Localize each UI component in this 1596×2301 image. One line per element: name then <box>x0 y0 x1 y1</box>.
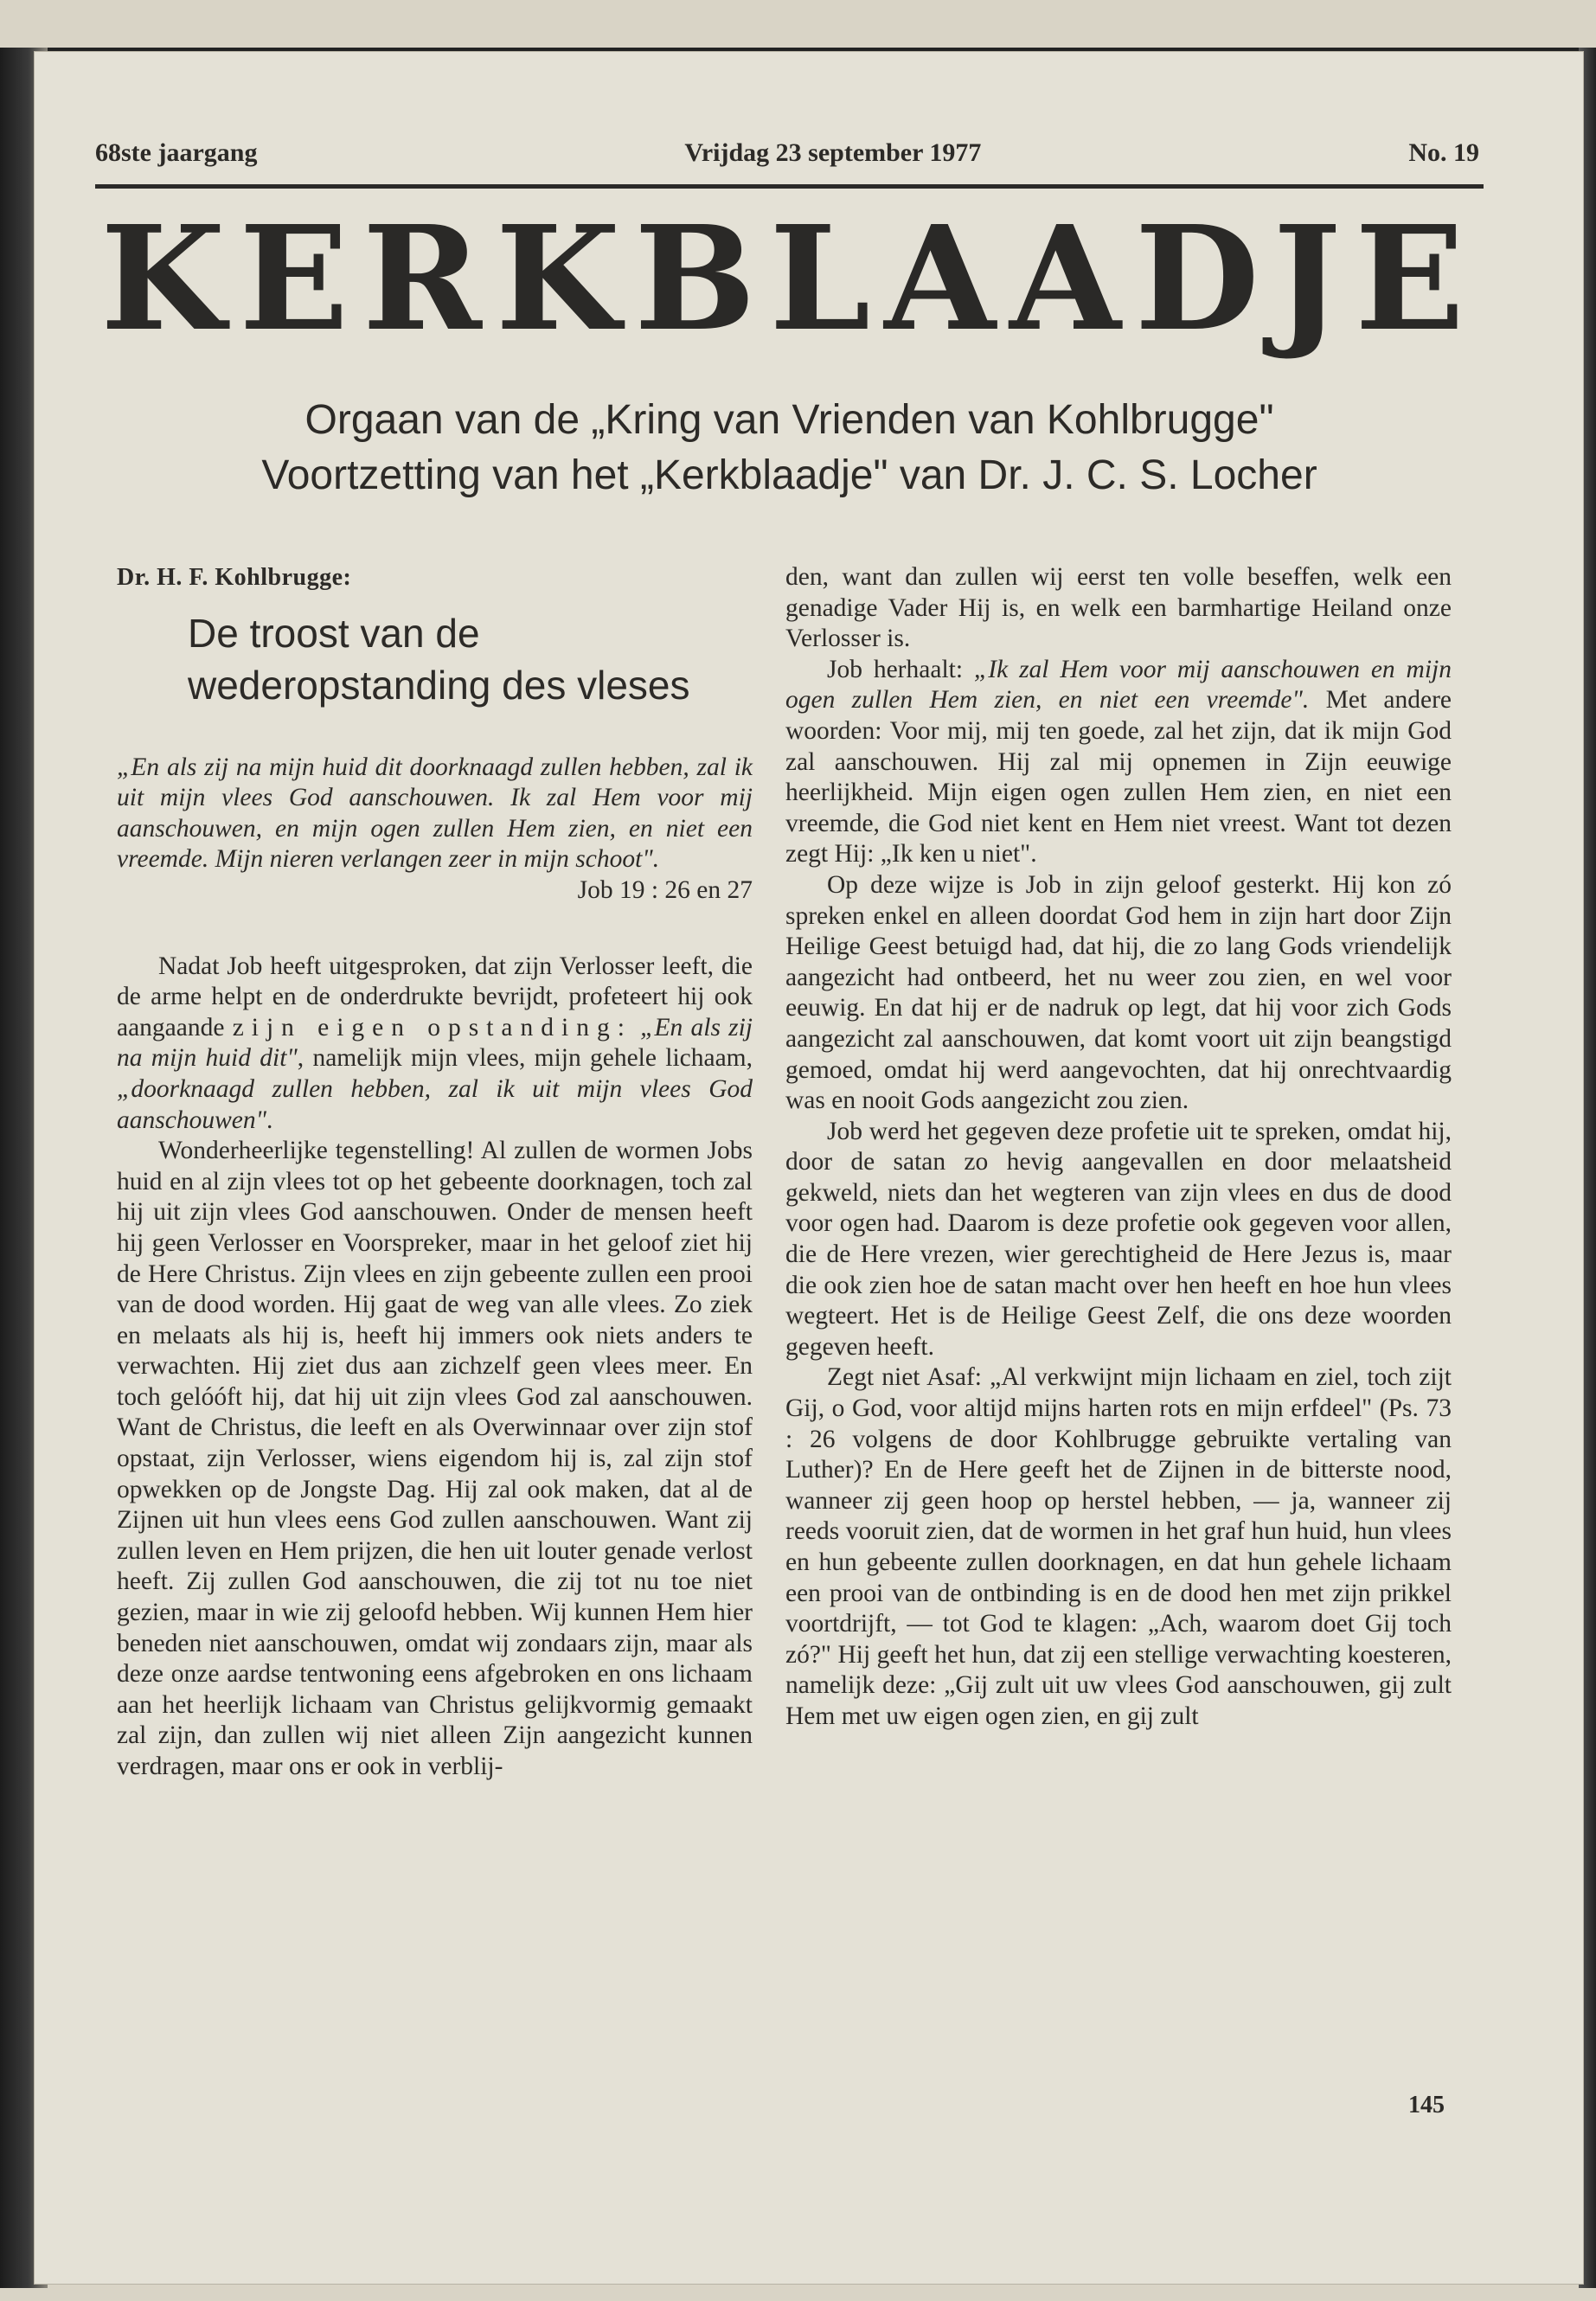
masthead-subtitle-organ: Orgaan van de „Kring van Vrienden van Kohlbrugge" <box>304 397 1274 443</box>
paragraph-4-quote: „Ik zal Hem voor mij aanschouwen en mijn ogen zullen Hem zien, en niet een vreemde". <box>785 655 1452 715</box>
issue-header <box>95 138 1479 168</box>
volume-label: 68ste jaargang <box>95 138 258 167</box>
issue-date: Vrijdag 23 september 1977 <box>684 138 982 167</box>
paragraph-2: Wonderheerlijke tegenstelling! Al zullen de wormen Jobs huid en al zijn vlees tot op het gebeente doorknagen, toch zal hij uit zijn vlees God aanschouwen. Onder de mensen heeft hij geen Verlosser en Voorspreker, maar in het geloof ziet hij de Here Christus. Zijn vlees en zijn gebeente zullen een prooi van de dood worden. Hij gaat de weg van alle vlees. Zo ziek en melaats als hij is, heeft hij immers ook niets anders te verwachten. Hij ziet dus aan zichzelf geen vlees meer. En toch gelóóft hij, dat hij uit zijn vlees God zal aanschouwen. Want de Christus, die leeft en als Overwinnaar over zijn stof opstaat, zijn Verlosser, wiens eigendom hij is, zal zijn stof opwekken op de Jongste Dag. Hij zal ook maken, dat al de Zijnen uit hun vlees eens God zullen aanschouwen. Want zij zullen leven en Hem prijzen, die hen uit louter genade verlost heeft. Zij zullen God aanschouwen, die zij tot nu toe niet gezien, maar in wie zij geloofd hebben. Wij kunnen Hem hier beneden niet aanschouwen, omdat wij zondaars zijn, maar als deze onze aardse tentwoning eens afgebroken en ons lichaam aan het heerlijk lichaam van Christus gelijkvormig gemaakt zal zijn, dan zullen wij niet alleen Zijn aangezicht kunnen verdragen, maar ons er ook in verblij- <box>117 1137 753 1780</box>
issue-number: No. 19 <box>1408 138 1479 167</box>
paragraph-4 <box>785 655 1452 870</box>
paragraph-5: Op deze wijze is Job in zijn geloof gesterkt. Hij kon zó spreken enkel en alleen doordat God hem in zijn hart door Zijn Heilige Geest betuigd had, dat hij, die zo lang Gods vriendelijk aangezicht had ontbeerd, het nu weer zou zien, en wel voor eeuwig. En dat hij er de nadruk op legt, dat hij voor zich Gods aangezicht zal aanschouwen, dat komt voort uit zijn beangstigd gemoed, omdat hij werd aangevochten, dat hij onrechtvaardig was en nooit Gods aangezicht zou zien. <box>785 870 1452 1115</box>
masthead-subtitle-continuation: Voortzetting van het „Kerkblaadje" van Dr. J. C. S. Locher <box>261 452 1317 498</box>
paragraph-1-intro: Nadat Job heeft uitgesproken, dat zijn Verlosser leeft, die de arme helpt en de onderdrukte bevrijdt, profeteert hij ook aangaande <box>117 952 753 1042</box>
paragraph-4-rest: Met andere woorden: Voor mij, mij ten goede, zal het zijn, dat ik mijn God zal aanschouwen. Hij zal mij opnemen in Zijn eeuwige heerlijkheid. Mijn eigen ogen zullen Hem zien, en niet een vreemde, die God niet kent en Hem niet vreest. Want tot dezen zegt Hij: „Ik ken u niet". <box>785 686 1452 868</box>
article-title-line-1: De troost van de <box>188 610 480 656</box>
article-title <box>188 607 753 711</box>
paragraph-1 <box>117 952 753 1137</box>
paragraph-4-intro: Job herhaalt: <box>827 655 964 683</box>
paragraph-1-spaced: zijn eigen opstanding: <box>232 1013 632 1042</box>
paragraph-6: Job werd het gegeven deze profetie uit te spreken, omdat hij, door de satan zo hevig aangevallen en door melaatsheid gekweld, niets dan het wegteren van zijn vlees en dus de dood voor ogen had. Daarom is deze profetie ook gegeven voor allen, die de Here vrezen, wier gerechtigheid de Here Jezus is, maar die ook zien hoe de satan macht over hen heeft en hoe hun vlees wegteert. Het is de Heilige Geest Zelf, die ons deze woorden gegeven heeft. <box>785 1117 1452 1361</box>
scripture-quote: „En als zij na mijn huid dit doorknaagd zullen hebben, zal ik uit mijn vlees God aanschouwen. Ik zal Hem voor mij aanschouwen, en mijn ogen zullen Hem zien, en niet een vreemde. Mijn nieren verlangen zeer in mijn schoot". <box>117 753 753 874</box>
paragraph-1-middle: , namelijk mijn vlees, mijn gehele lichaam, <box>297 1044 753 1073</box>
article-title-line-2: wederopstanding des vleses <box>188 662 690 708</box>
article-column-right <box>785 562 1452 1733</box>
paragraph-1-end: . <box>266 1106 273 1134</box>
paragraph-7: Zegt niet Asaf: „Al verkwijnt mijn lichaam en ziel, toch zijt Gij, o God, voor altijd mijns harten rots en mijn erfdeel" (Ps. 73 : 26 volgens de door Kohlbrugge gebruikte vertaling van Luther)? En de Here geeft het de Zijnen in de bitterste nood, wanneer zij geen hoop op herstel hebben, — ja, wanneer zij reeds vooruit zien, dat de wormen in het graf hun huid, hun vlees en hun gebeente zullen doorknagen, en dat hun gehele lichaam een prooi van de ontbinding is en de dood hen met zijn prikkel voortdrijft, — tot God te klagen: „Ach, waarom doet Gij toch zó?" Hij geeft het hun, dat zij een stellige verwachting koesteren, namelijk deze: „Gij zult uit uw vlees God aanschouwen, gij zult Hem met uw eigen ogen zien, en gij zult <box>785 1363 1452 1730</box>
header-rule <box>95 184 1484 189</box>
paragraph-3: den, want dan zullen wij eerst ten volle beseffen, welk een genadige Vader Hij is, en welk een barmhartige Heiland onze Verlosser is. <box>785 563 1452 653</box>
page-number: 145 <box>1408 2092 1445 2118</box>
paragraph-1-quote-1: „En als zij na mijn huid dit" <box>117 1013 753 1073</box>
masthead-title: KERKBLAADJE <box>100 195 1478 363</box>
scripture-reference: Job 19 : 26 en 27 <box>577 875 753 904</box>
article-column-left <box>117 562 753 1783</box>
article-author: Dr. H. F. Kohlbrugge: <box>117 564 352 591</box>
paragraph-1-quote-2: „doorknaagd zullen hebben, zal ik uit mijn vlees God aanschouwen" <box>117 1074 753 1134</box>
